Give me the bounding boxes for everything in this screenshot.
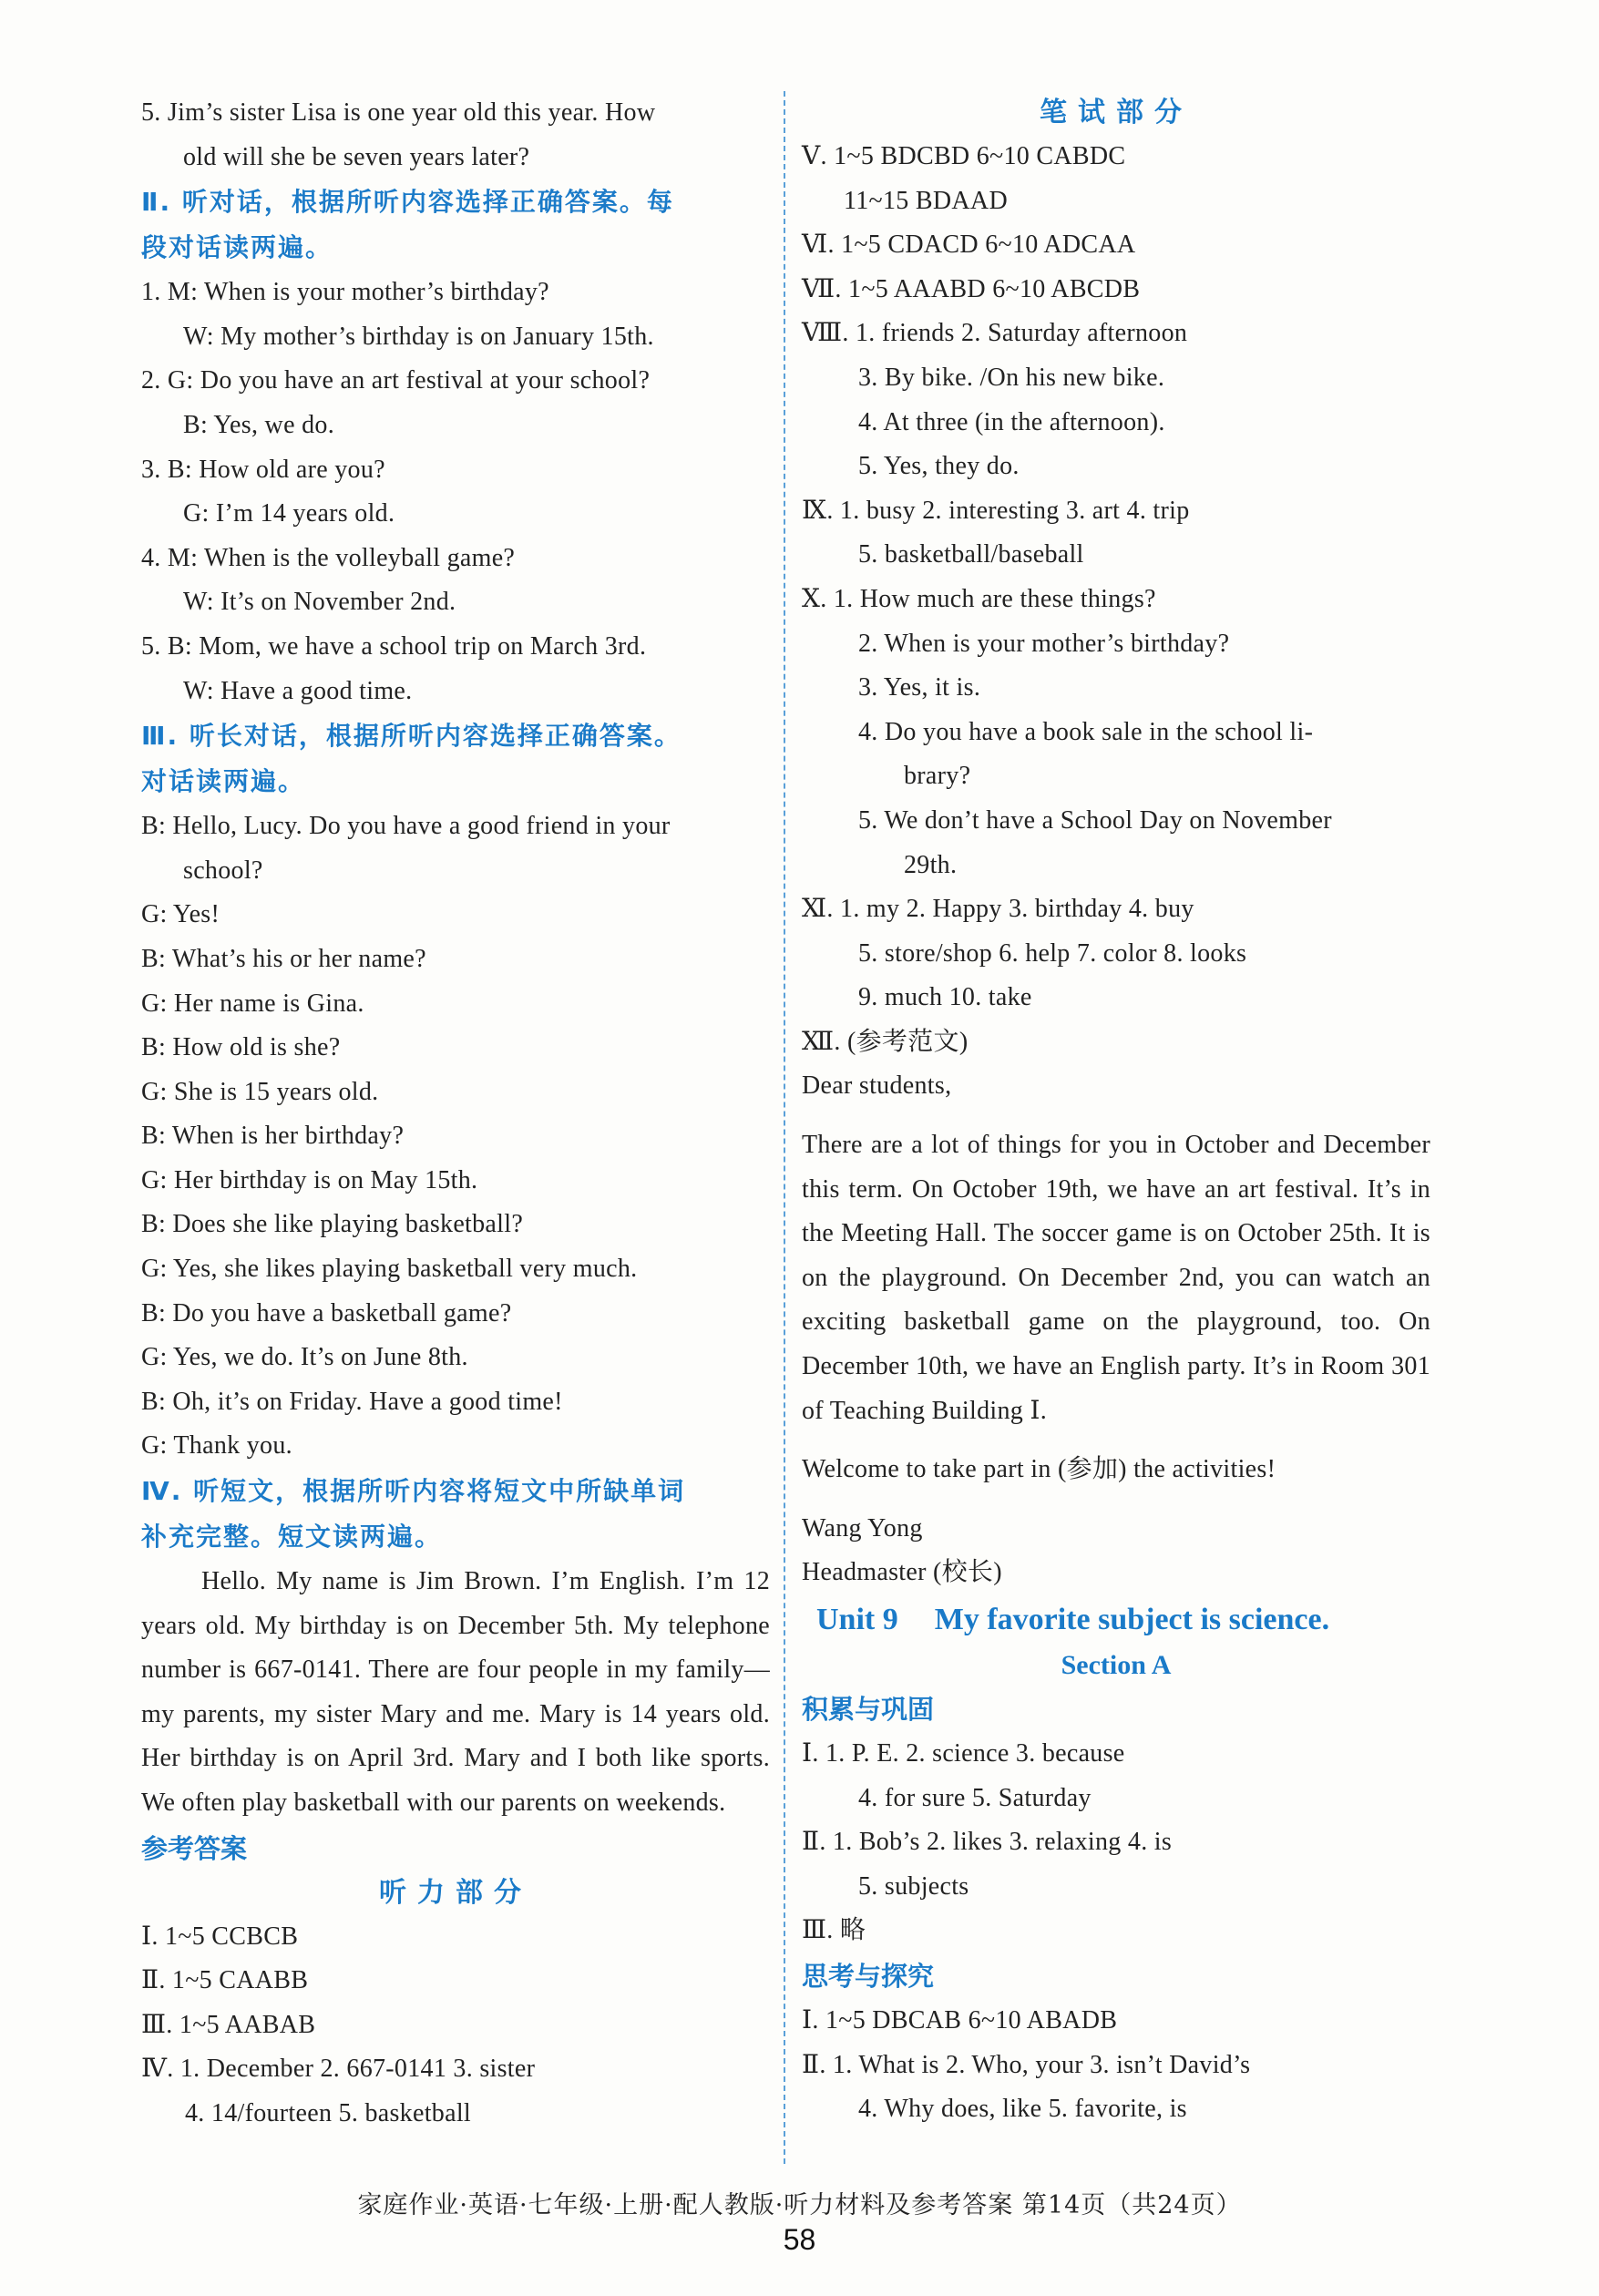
answer-line: Ⅰ. 1. P. E. 2. science 3. because <box>802 1739 1125 1768</box>
answer-line: Ⅴ. 1~5 BDCBD 6~10 CABDC <box>802 142 1126 170</box>
dialogue-line: W: My mother’s birthday is on January 15th. <box>183 322 654 351</box>
dialogue-line: G: She is 15 years old. <box>141 1077 379 1106</box>
dialogue-line: B: How old is she? <box>141 1033 341 1062</box>
dialogue-line: G: Yes, she likes playing basketball very much. <box>141 1255 638 1284</box>
essay-signature: Wang Yong <box>802 1513 923 1543</box>
dialogue-line: W: Have a good time. <box>183 676 413 705</box>
answer-line: 3. By bike. /On his new bike. <box>858 363 1165 392</box>
dialogue-line: G: Her birthday is on May 15th. <box>141 1165 478 1194</box>
dialogue-line: 1. M: When is your mother’s birthday? <box>141 278 549 307</box>
answer-line: 2. When is your mother’s birthday? <box>858 629 1230 658</box>
listening-heading: 听力部分 <box>379 1876 532 1909</box>
answer-line: 5. We don’t have a School Day on November <box>858 805 1332 835</box>
dialogue-line: 4. M: When is the volleyball game? <box>141 543 516 572</box>
dialogue-line: 5. B: Mom, we have a school trip on March 3rd. <box>141 631 647 661</box>
answer-line: Ⅱ. 1. Bob’s 2. likes 3. relaxing 4. is <box>802 1828 1173 1857</box>
column-divider <box>784 91 785 2164</box>
section-heading: 段对话读两遍。 <box>141 232 333 263</box>
answer-line: 4. Do you have a book sale in the school li- <box>858 717 1314 746</box>
dialogue-line: G: Yes! <box>141 900 220 929</box>
answer-line: 5. store/shop 6. help 7. color 8. looks <box>858 938 1247 968</box>
answer-line: Ⅱ. 1. What is 2. Who, your 3. isn’t David’s <box>802 2050 1251 2079</box>
question-line: 5. Jim’s sister Lisa is one year old this year. How <box>141 98 656 127</box>
answer-line: Ⅰ. 1~5 DBCAB 6~10 ABADB <box>802 2005 1118 2035</box>
essay-closing: Welcome to take part in (参加) the activities! <box>802 1455 1276 1484</box>
left-column <box>141 91 770 2137</box>
answer-line: Ⅻ. (参考范文) <box>802 1027 969 1056</box>
section-label: Section A <box>1061 1650 1172 1680</box>
passage-paragraph: Hello. My name is Jim Brown. I’m English. I’m 12 years old. My birthday is on December 5th. My telephone number is 667-0141. There are four people in my family—my parents, my sister Mary and me. Mary is 14 years old. Her birthday is on April 3rd. Mary and I both like sports. We often play basketball with our parents on weekends. <box>141 1567 770 1817</box>
essay-paragraph: There are a lot of things for you in October and December this term. On October 19th, we have an art festival. It’s in the Meeting Hall. The soccer game is on October 25th. It is on the playground. On December 2nd, you can watch an exciting basketball game on the playground, too. On December 10th, we have an English party. It’s in Room 301 of Teaching Building Ⅰ. <box>802 1131 1430 1425</box>
answer-line: Ⅶ. 1~5 AAABD 6~10 ABCDB <box>802 274 1141 303</box>
section-heading: Ⅱ. 听对话，根据所听内容选择正确答案。每 <box>141 187 674 218</box>
answer-line: 5. basketball/baseball <box>858 540 1084 569</box>
answer-line: Ⅸ. 1. busy 2. interesting 3. art 4. trip <box>802 496 1190 525</box>
written-heading: 笔试部分 <box>1040 97 1193 128</box>
dialogue-line: G: Yes, we do. It’s on June 8th. <box>141 1343 468 1372</box>
right-column <box>802 91 1430 2132</box>
answer-line: Ⅳ. 1. December 2. 667-0141 3. sister <box>141 2055 536 2084</box>
dialogue-line: G: Her name is Gina. <box>141 989 364 1018</box>
answer-line: 4. At three (in the afternoon). <box>858 407 1165 436</box>
dialogue-line: school? <box>183 856 263 885</box>
page-number: 58 <box>783 2223 816 2256</box>
section-heading: Ⅳ. 听短文，根据所听内容将短文中所缺单词 <box>141 1476 686 1507</box>
section-heading: 补充完整。短文读两遍。 <box>141 1522 443 1553</box>
dialogue-line: B: When is her birthday? <box>141 1122 405 1151</box>
dialogue-line: B: Do you have a basketball game? <box>141 1298 512 1327</box>
question-line: old will she be seven years later? <box>183 142 530 171</box>
dialogue-line: 3. B: How old are you? <box>141 455 385 484</box>
answer-line: Ⅲ. 1~5 AABAB <box>141 2010 316 2039</box>
answer-line: 5. Yes, they do. <box>858 452 1020 481</box>
section-heading: 对话读两遍。 <box>141 766 306 797</box>
accumulate-heading: 积累与巩固 <box>802 1694 935 1725</box>
page-footer: 家庭作业·英语·七年级·上册·配人教版·听力材料及参考答案 第14页（共24页） <box>357 2191 1242 2219</box>
answer-line: 4. Why does, like 5. favorite, is <box>858 2095 1187 2124</box>
answer-line: 9. much 10. take <box>858 983 1032 1012</box>
answer-line: 3. Yes, it is. <box>858 673 981 702</box>
dialogue-line: W: It’s on November 2nd. <box>183 588 456 617</box>
answer-line: brary? <box>904 762 971 791</box>
dialogue-line: B: Does she like playing basketball? <box>141 1210 524 1239</box>
answer-line: 4. 14/fourteen 5. basketball <box>185 2098 471 2127</box>
answer-line: 4. for sure 5. Saturday <box>858 1783 1092 1812</box>
essay-signature-title: Headmaster (校长) <box>802 1558 1002 1587</box>
unit-label: Unit 9 <box>816 1603 898 1636</box>
dialogue-line: G: Thank you. <box>141 1431 292 1461</box>
answer-line: 5. subjects <box>858 1871 969 1901</box>
answer-line: Ⅲ. 略 <box>802 1916 866 1945</box>
dialogue-line: G: I’m 14 years old. <box>183 499 395 528</box>
essay-greeting: Dear students, <box>802 1071 952 1101</box>
unit-heading <box>802 1595 1430 1645</box>
dialogue-line: B: What’s his or her name? <box>141 944 426 973</box>
dialogue-line: 2. G: Do you have an art festival at your school? <box>141 366 651 395</box>
answer-line: 11~15 BDAAD <box>844 186 1008 215</box>
dialogue-line: B: Oh, it’s on Friday. Have a good time! <box>141 1387 563 1416</box>
dialogue-line: B: Yes, we do. <box>183 410 335 439</box>
answers-heading: 参考答案 <box>141 1832 248 1864</box>
answer-line: Ⅱ. 1~5 CAABB <box>141 1966 309 1995</box>
answer-line: Ⅰ. 1~5 CCBCB <box>141 1922 299 1951</box>
dialogue-line: B: Hello, Lucy. Do you have a good friend in your <box>141 812 671 841</box>
answer-line: Ⅹ. 1. How much are these things? <box>802 584 1156 613</box>
think-heading: 思考与探究 <box>802 1960 935 1992</box>
answer-line: Ⅺ. 1. my 2. Happy 3. birthday 4. buy <box>802 895 1194 924</box>
section-heading: Ⅲ. 听长对话，根据所听内容选择正确答案。 <box>141 721 682 752</box>
answer-line: Ⅷ. 1. friends 2. Saturday afternoon <box>802 319 1188 348</box>
unit-title: My favorite subject is science. <box>934 1603 1330 1636</box>
answer-line: Ⅵ. 1~5 CDACD 6~10 ADCAA <box>802 231 1136 260</box>
answer-line: 29th. <box>904 850 958 879</box>
